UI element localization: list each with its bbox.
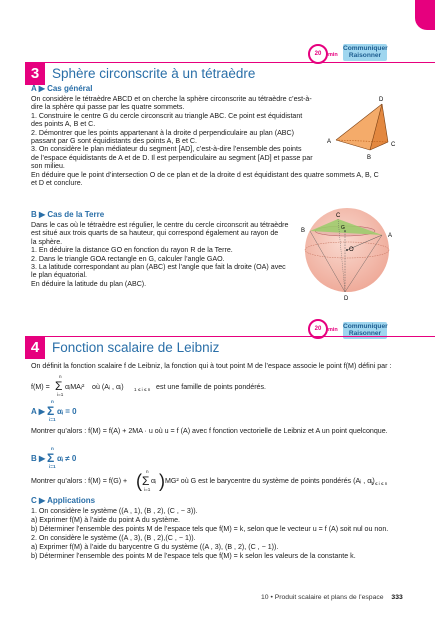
paren-close: ): [159, 471, 165, 491]
fig1-label-a: A: [327, 139, 332, 145]
skill-communiquer: Communiquer: [343, 45, 388, 52]
skill-communiquer: Communiquer: [343, 323, 388, 330]
timer-unit: min: [328, 327, 338, 333]
skill-raisonner: Raisonner: [348, 330, 382, 338]
section-title: Sphère circonscrite à un tétraèdre: [52, 66, 256, 81]
chapter-title: 10 • Produit scalaire et plans de l’espace: [261, 594, 384, 601]
part-c-heading: C ▶ Applications: [31, 496, 96, 505]
leibniz-formula-lhs: f(M) =: [31, 383, 50, 391]
sum-lower: i=1: [49, 464, 56, 469]
timer-unit: min: [328, 52, 338, 58]
skill-badge: [343, 44, 387, 61]
sum-symbol: Σ: [47, 404, 55, 418]
fig1-label-d: D: [379, 97, 384, 103]
section-4-header: [25, 336, 435, 359]
section-number: 4: [25, 337, 45, 359]
sum-upper: n: [51, 399, 54, 404]
page-corner-tab: [415, 0, 435, 30]
fig2-label-g: G: [341, 225, 345, 231]
part-b-text: Dans le cas où le tétraèdre est régulier, le centre du cercle circonscrit au tétraèdre est situé aux trois quarts de sa hauteur, qui correspond également au rayon de la sphère. 1. En déduire la distance GO en fonction du rayon R de la Terre. 2. Dans le triangle GOA rectangle en G, calculer l’angle GAO. 3. La latitude correspondant au plan (ABC) est l’angle que fait la droite (OA) avec le plan équatorial. En déduire la latitude du plan (ABC).: [31, 221, 289, 288]
part-a-heading: A ▶ Cas général: [31, 84, 93, 93]
leibniz-formula-mid: où (Aᵢ , αᵢ): [92, 383, 124, 391]
sphere-figure: [300, 204, 396, 302]
part-a-condition: αᵢ = 0: [57, 407, 77, 416]
part-b-statement-start: Montrer qu’alors : f(M) = f(G) +: [31, 477, 128, 485]
sum-symbol: Σ: [142, 474, 150, 488]
part-a-prefix: A ▶: [31, 407, 45, 416]
fig2-label-b: B: [301, 228, 306, 234]
fig2-label-o: O: [349, 247, 354, 253]
tetrahedron-figure: [322, 92, 402, 162]
leibniz-intro: On définit la fonction scalaire f de Leibniz, la fonction qui à tout point M de l’espace associe le point f(M) défini par :: [31, 362, 392, 370]
sum-lower: i=1: [144, 487, 151, 492]
skill-raisonner: Raisonner: [348, 52, 382, 60]
sum-symbol: Σ: [55, 379, 63, 393]
page-footer: [261, 594, 403, 602]
sum-upper: n: [51, 446, 54, 451]
leibniz-formula-tail: est une famille de points pondérés.: [156, 383, 267, 391]
part-b-heading: B ▶ Cas de la Terre: [31, 210, 105, 219]
sum-lower: i=1: [57, 392, 64, 397]
fig2-label-a: A: [388, 233, 393, 239]
sum-upper: n: [146, 469, 149, 474]
page-number: 333: [391, 594, 403, 601]
part-b-condition: αᵢ ≠ 0: [57, 454, 77, 463]
timer-icon: 20: [308, 319, 328, 339]
section-number: 3: [25, 63, 45, 85]
leibniz-formula-term: αᵢMAᵢ²: [65, 383, 85, 391]
fig2-label-d: D: [344, 296, 349, 302]
timer-icon: 20: [308, 44, 328, 64]
alpha-i: αᵢ: [151, 477, 157, 485]
paren-open: (: [136, 471, 142, 491]
part-b-statement-end: MG² où G est le barycentre du système de points pondérés (Aᵢ , αᵢ): [165, 477, 375, 485]
section-title: Fonction scalaire de Leibniz: [52, 340, 220, 355]
part-a-text: On considère le tétraèdre ABCD et on cherche la sphère circonscrite au tétraèdre c’est-à- dire la sphère qui passe par les quatre sommets. 1. Construire le centre G du cercle circonscrit au triangle ABC. Ce point est équidistant des points A, B et C. 2. Démontrer que les points appartenant à la droite d perpendiculaire au plan (ABC) passant par G sont équidistants des points A, B et C. 3. On considère le plan médiateur du segment [AD], c’est-à-dire l’ensemble des points de l’espace équidistants de A et de D. Il est perpendiculaire au segment [AD] et passe par son milieu. En déduire que le point d’intersection O de ce plan et de la droite d est équidistant des quatre sommets A, B, C et D et conclure.: [31, 95, 379, 188]
fig2-label-c: C: [336, 213, 341, 219]
part-b-prefix: B ▶: [31, 454, 46, 463]
section-3-header: [25, 62, 435, 85]
part-b-sub: 1 ≤ i ≤ n: [371, 481, 388, 486]
fig1-label-c: C: [391, 142, 396, 148]
part-a-statement: Montrer qu’alors : f(M) = f(A) + 2MA · u où u = f (A) avec f fonction vectorielle de Leibniz et A un point quelconque.: [31, 427, 388, 435]
sum-lower: i=1: [49, 417, 56, 422]
fig1-label-b: B: [367, 155, 372, 161]
leibniz-formula-sub: 1 ≤ i ≤ n: [134, 387, 151, 392]
sum-symbol: Σ: [47, 451, 55, 465]
part-c-text: 1. On considère le système ((A , 1), (B , 2), (C , − 3)). a) Exprimer f(M) à l’aide du point A du système. b) Déterminer l’ensemble des points M de l’espace tels que f(M) = k, selon que le vecteur u = f (A) soit nul ou non. 2. On considère le système ((A , 3), (B , 2),(C , − 1)). a) Exprimer f(M) à l’aide du barycentre G du système ((A , 3), (B , 2), (C , − 1)). b) Déterminer l’ensemble des points M de l’espace tels que f(M) = k selon les valeurs de la constante k.: [31, 507, 389, 560]
sum-upper: n: [59, 374, 62, 379]
